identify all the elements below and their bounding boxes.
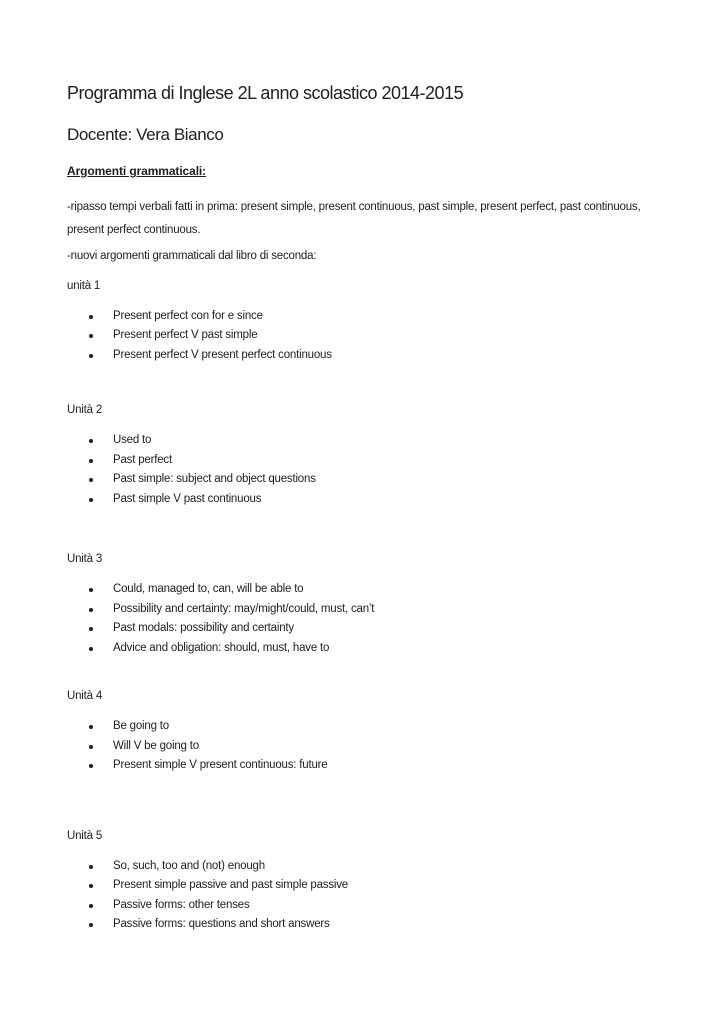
bullet-item: So, such, too and (not) enough <box>67 857 675 877</box>
bullet-item: Present perfect V past simple <box>67 326 675 346</box>
intro-paragraph: -ripasso tempi verbali fatti in prima: present simple, present continuous, past simple, present perfect, past continuous, present perfect continuous. <box>67 200 641 236</box>
bullet-item: Could, managed to, can, will be able to <box>67 580 675 600</box>
bullet-item: Passive forms: questions and short answers <box>67 915 675 935</box>
bullet-item: Present perfect V present perfect continuous <box>67 346 675 366</box>
bullet-item: Past perfect <box>67 451 675 471</box>
bullet-item: Be going to <box>67 717 675 737</box>
bullet-item: Advice and obligation: should, must, have to <box>67 639 675 659</box>
bullet-item: Present perfect con for e since <box>67 307 675 327</box>
bullet-item: Past modals: possibility and certainty <box>67 619 675 639</box>
teacher-line: Docente: Vera Bianco <box>67 124 224 144</box>
unit-3-bullet-list <box>67 580 675 658</box>
section-heading-argomenti-grammaticali: Argomenti grammaticali: <box>67 163 207 178</box>
bullet-item: Past simple V past continuous <box>67 490 675 510</box>
unit-2-label: Unità 2 <box>67 404 103 417</box>
new-topics-line: -nuovi argomenti grammaticali dal libro di seconda: <box>67 249 317 262</box>
bullet-item: Used to <box>67 431 675 451</box>
bullet-item: Passive forms: other tenses <box>67 896 675 916</box>
bullet-item: Will V be going to <box>67 737 675 757</box>
bullet-item: Past simple: subject and object questions <box>67 470 675 490</box>
unit-section-5 <box>67 828 675 935</box>
bullet-item: Possibility and certainty: may/might/could, must, can’t <box>67 600 675 620</box>
unit-5-bullet-list <box>67 857 675 935</box>
unit-section-2 <box>67 402 675 509</box>
unit-1-bullet-list <box>67 307 675 366</box>
document-title: Programma di Inglese 2L anno scolastico 2014-2015 <box>67 83 464 103</box>
bullet-item: Present simple V present continuous: future <box>67 756 675 776</box>
unit-4-bullet-list <box>67 717 675 776</box>
unit-2-bullet-list <box>67 431 675 509</box>
unit-5-label: Unità 5 <box>67 829 103 842</box>
unit-section-3 <box>67 551 675 658</box>
unit-section-1 <box>67 278 675 366</box>
bullet-item: Present simple passive and past simple passive <box>67 876 675 896</box>
unit-1-label: unità 1 <box>67 279 101 292</box>
unit-4-label: Unità 4 <box>67 690 103 703</box>
unit-3-label: Unità 3 <box>67 553 103 566</box>
unit-section-4 <box>67 688 675 776</box>
